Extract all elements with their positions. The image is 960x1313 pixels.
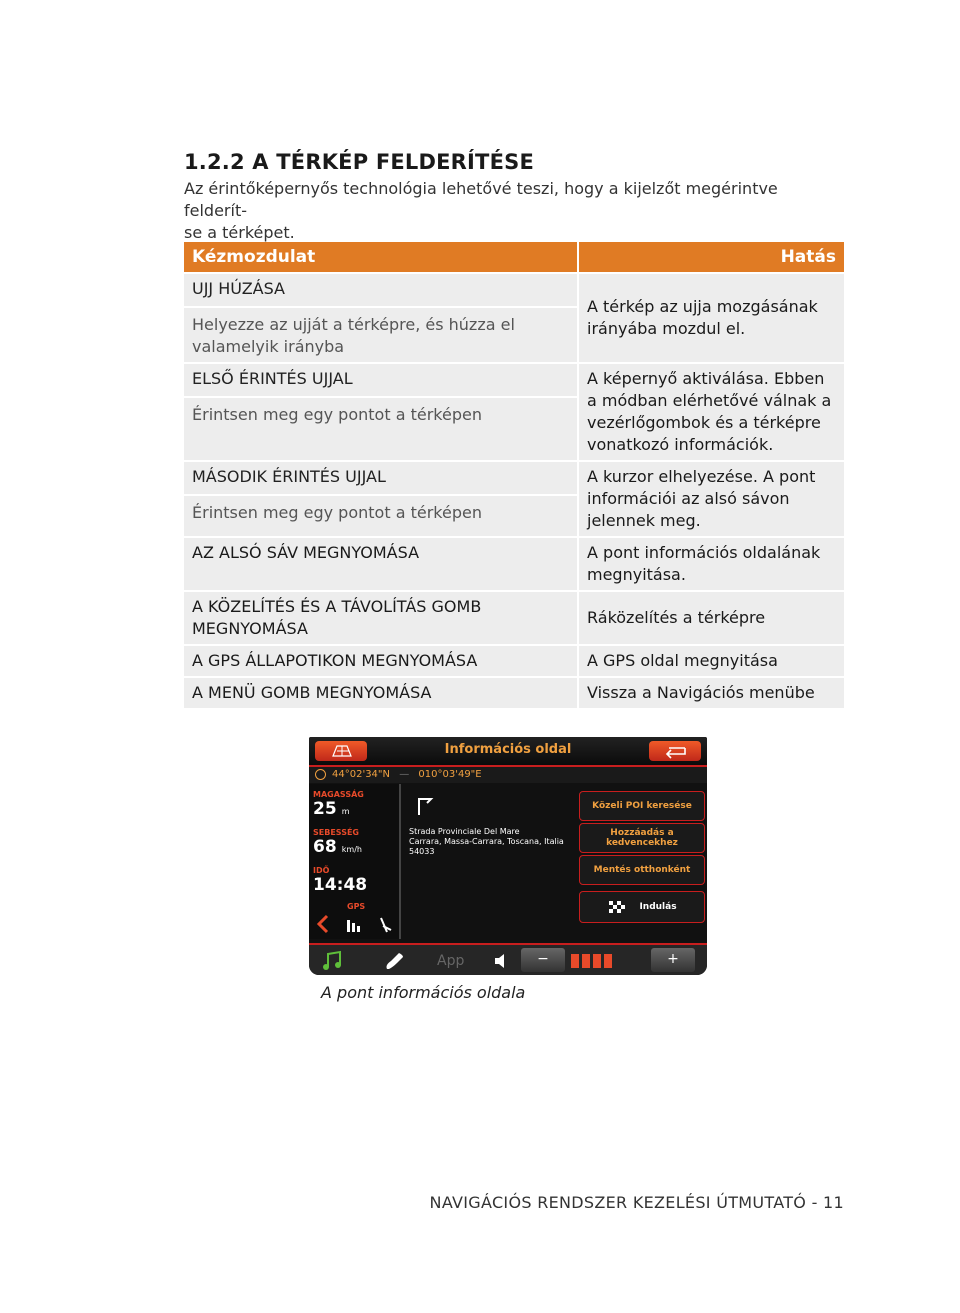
gps-status-icon <box>313 908 397 934</box>
address-line: Carrara, Massa-Carrara, Toscana, Italia <box>409 837 564 846</box>
gesture-effect: Vissza a Navigációs menübe <box>579 676 844 708</box>
volume-level-bar <box>593 954 601 968</box>
address-line: Strada Provinciale Del Mare <box>409 827 520 836</box>
gesture-title: A GPS ÁLLAPOTIKON MEGNYOMÁSA <box>184 644 579 676</box>
section-heading: 1.2.2 A TÉRKÉP FELDERÍTÉSE <box>184 150 534 174</box>
header-effect: Hatás <box>579 242 844 272</box>
volume-level-bar <box>604 954 612 968</box>
address-line: 54033 <box>409 847 435 856</box>
coord-lon: 010°03'49"E <box>418 769 482 780</box>
speed-label: SEBESSÉG <box>313 828 359 837</box>
intro-line: se a térképet. <box>184 223 295 242</box>
gesture-effect: A pont információs oldalának megnyitása. <box>579 536 844 590</box>
gesture-table <box>184 242 844 708</box>
gesture-effect: A GPS oldal megnyitása <box>579 644 844 676</box>
table-row <box>184 590 844 644</box>
gesture-title: AZ ALSÓ SÁV MEGNYOMÁSA <box>184 536 579 590</box>
table-row <box>184 272 844 362</box>
time-value: 14:48 <box>313 875 368 895</box>
speaker-icon <box>493 951 511 971</box>
altitude-unit: m <box>341 807 350 816</box>
start-navigation-label: Indulás <box>639 902 677 912</box>
volume-level-bar <box>571 954 579 968</box>
back-arrow-icon <box>649 741 701 761</box>
nearby-poi-button[interactable]: Közeli POI keresése <box>579 791 705 821</box>
add-favorite-line: kedvencekhez <box>606 838 678 848</box>
add-favorite-line: Hozzáadás a <box>610 828 674 838</box>
volume-level-bar <box>582 954 590 968</box>
gesture-title: MÁSODIK ÉRINTÉS UJJAL <box>192 467 386 486</box>
intro-text <box>184 178 844 244</box>
gesture-detail: Érintsen meg egy pontot a térképen <box>184 494 577 524</box>
coord-lat: 44°02'34"N <box>332 769 391 780</box>
speed-value: 68 <box>313 837 337 857</box>
status-panel <box>309 784 401 939</box>
screen-title: Információs oldal <box>444 742 572 757</box>
gesture-effect: A térkép az ujja mozgásának irányába mozdul el. <box>579 272 844 362</box>
table-row <box>184 676 844 708</box>
music-icon[interactable] <box>319 949 349 973</box>
volume-control <box>521 948 701 972</box>
header-gesture: Kézmozdulat <box>184 242 579 272</box>
gps-block[interactable] <box>313 902 397 911</box>
time-block <box>313 866 397 895</box>
volume-down-button[interactable]: − <box>521 948 565 972</box>
speed-unit: km/h <box>341 845 362 854</box>
table-row <box>184 536 844 590</box>
gesture-title: A KÖZELÍTÉS ÉS A TÁVOLÍTÁS GOMB MEGNYOMÁSA <box>184 590 579 644</box>
app-button[interactable]: App <box>437 953 465 969</box>
coordinate-bar <box>309 767 707 783</box>
page-footer: NAVIGÁCIÓS RENDSZER KEZELÉSI ÚTMUTATÓ - 11 <box>429 1193 844 1212</box>
start-navigation-button[interactable] <box>579 891 705 923</box>
time-label: IDŐ <box>313 866 330 875</box>
location-target-icon <box>315 769 326 780</box>
screen-bottom-bar <box>309 943 707 975</box>
add-favorite-button[interactable] <box>579 823 705 853</box>
gesture-detail: Helyezze az ujját a térképre, és húzza el valamelyik irányba <box>184 306 577 358</box>
gps-label: GPS <box>347 902 366 911</box>
gesture-detail: Érintsen meg egy pontot a térképen <box>184 396 577 426</box>
info-page-screenshot <box>309 737 707 975</box>
altitude-block <box>313 790 397 819</box>
gesture-title: UJJ HÚZÁSA <box>192 279 285 298</box>
table-row <box>184 362 844 460</box>
gesture-effect: Ráközelítés a térképre <box>579 590 844 644</box>
figure-caption: A pont információs oldala <box>321 983 526 1002</box>
gesture-effect: A képernyő aktiválása. Ebben a módban elérhetővé válnak a vezérlőgombok és a térképre vonatkozó információk. <box>579 362 844 460</box>
back-button[interactable] <box>649 741 701 761</box>
phone-icon[interactable] <box>381 949 411 973</box>
gesture-title: A MENÜ GOMB MEGNYOMÁSA <box>184 676 579 708</box>
screen-top-bar <box>309 737 707 767</box>
intro-line: Az érintőképernyős technológia lehetővé teszi, hogy a kijelzőt megérintve felderít- <box>184 179 778 220</box>
checkered-flag-icon <box>607 900 627 914</box>
table-row <box>184 460 844 536</box>
altitude-label: MAGASSÁG <box>313 790 364 799</box>
gesture-title: ELSŐ ÉRINTÉS UJJAL <box>192 369 353 388</box>
coord-separator: — <box>399 769 410 780</box>
table-row <box>184 644 844 676</box>
speed-block <box>313 828 397 857</box>
volume-up-button[interactable]: + <box>651 948 695 972</box>
save-home-button[interactable]: Mentés otthonként <box>579 855 705 885</box>
gesture-effect: A kurzor elhelyezése. A pont információi az alsó sávon jelennek meg. <box>579 460 844 536</box>
altitude-value: 25 <box>313 799 337 819</box>
point-flag-icon <box>413 795 437 817</box>
point-address <box>409 827 564 857</box>
